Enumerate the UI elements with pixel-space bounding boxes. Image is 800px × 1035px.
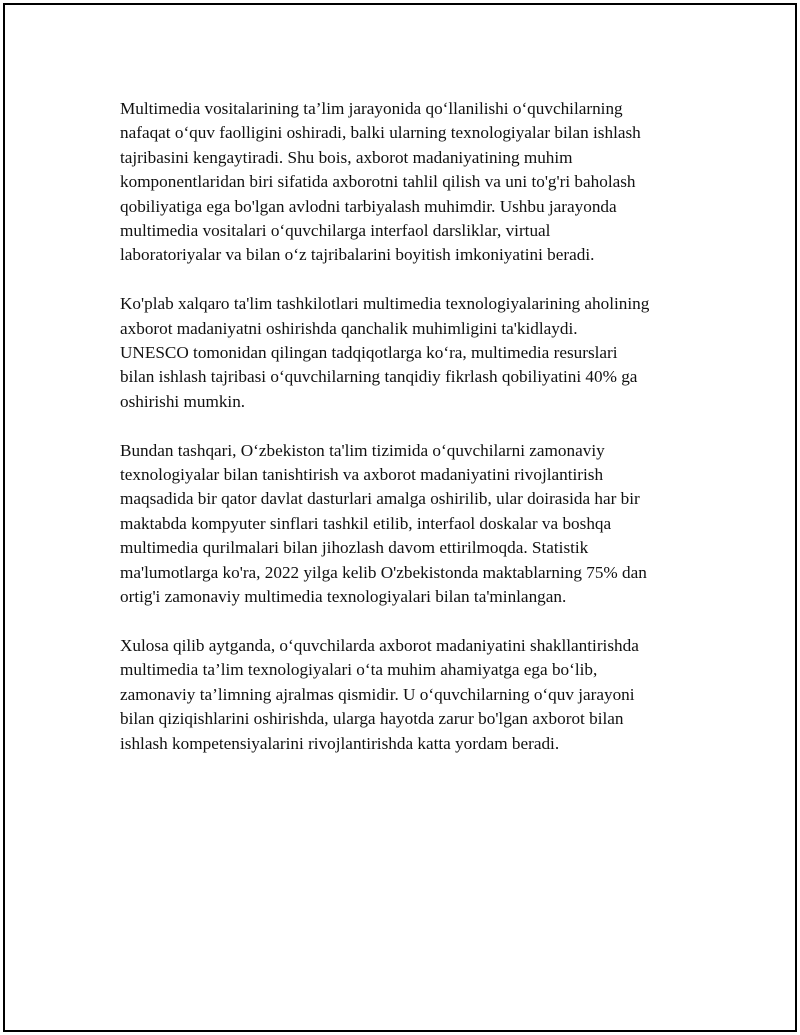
text-line: ma'lumotlarga ko'ra, 2022 yilga kelib O'zbekistonda maktablarning 75% dan: [120, 562, 647, 582]
text-line: texnologiyalar bilan tanishtirish va axborot madaniyatini rivojlantirish: [120, 465, 604, 485]
text-line: ishlash kompetensiyalarini rivojlantirishda katta yordam beradi.: [120, 733, 560, 753]
text-line: Ko'plab xalqaro ta'lim tashkilotlari multimedia texnologiyalarining aholining: [120, 294, 650, 314]
text-line: laboratoriyalar va bilan o‘z tajribalarini boyitish imkoniyatini beradi.: [120, 245, 595, 265]
text-line: nafaqat o‘quv faolligini oshiradi, balki ularning texnologiyalar bilan ishlash: [120, 123, 641, 143]
text-line: maktabda kompyuter sinflari tashkil etilib, interfaol doskalar va boshqa: [120, 513, 612, 533]
text-line: UNESCO tomonidan qilingan tadqiqotlarga ko‘ra, multimedia resurslari: [120, 343, 618, 363]
paragraph-4: [120, 634, 695, 756]
text-line: komponentlaridan biri sifatida axborotni tahlil qilish va uni to'g'ri baholash: [120, 172, 636, 192]
paragraph-2: [120, 292, 695, 414]
text-line: multimedia ta’lim texnologiyalari o‘ta muhim ahamiyatga ega bo‘lib,: [120, 660, 598, 680]
document-page: [3, 3, 797, 1032]
text-line: bilan ishlash tajribasi o‘quvchilarning tanqidiy fikrlash qobiliyatini 40% ga: [120, 367, 638, 387]
text-line: tajribasini kengaytiradi. Shu bois, axborot madaniyatining muhim: [120, 147, 573, 167]
text-line: ortig'i zamonaviy multimedia texnologiyalari bilan ta'minlangan.: [120, 587, 567, 607]
text-line: qobiliyatiga ega bo'lgan avlodni tarbiyalash muhimdir. Ushbu jarayonda: [120, 196, 617, 216]
document-body: [120, 97, 695, 780]
paragraph-1: [120, 97, 695, 268]
text-line: multimedia qurilmalari bilan jihozlash davom ettirilmoqda. Statistik: [120, 538, 589, 558]
text-line: axborot madaniyatni oshirishda qanchalik muhimligini ta'kidlaydi.: [120, 318, 578, 338]
text-line: Bundan tashqari, O‘zbekiston ta'lim tizimida o‘quvchilarni zamonaviy: [120, 440, 605, 460]
text-line: maqsadida bir qator davlat dasturlari amalga oshirilib, ular doirasida har bir: [120, 489, 640, 509]
text-line: Multimedia vositalarining ta’lim jarayonida qo‘llanilishi o‘quvchilarning: [120, 99, 623, 118]
text-line: oshirishi mumkin.: [120, 391, 246, 411]
text-line: bilan qiziqishlarini oshirishda, ularga hayotda zarur bo'lgan axborot bilan: [120, 709, 624, 729]
text-line: zamonaviy ta’limning ajralmas qismidir. U o‘quvchilarning o‘quv jarayoni: [120, 684, 635, 704]
text-line: Xulosa qilib aytganda, o‘quvchilarda axborot madaniyatini shakllantirishda: [120, 635, 639, 655]
text-line: multimedia vositalari o‘quvchilarga interfaol darsliklar, virtual: [120, 221, 551, 241]
paragraph-3: [120, 439, 695, 610]
